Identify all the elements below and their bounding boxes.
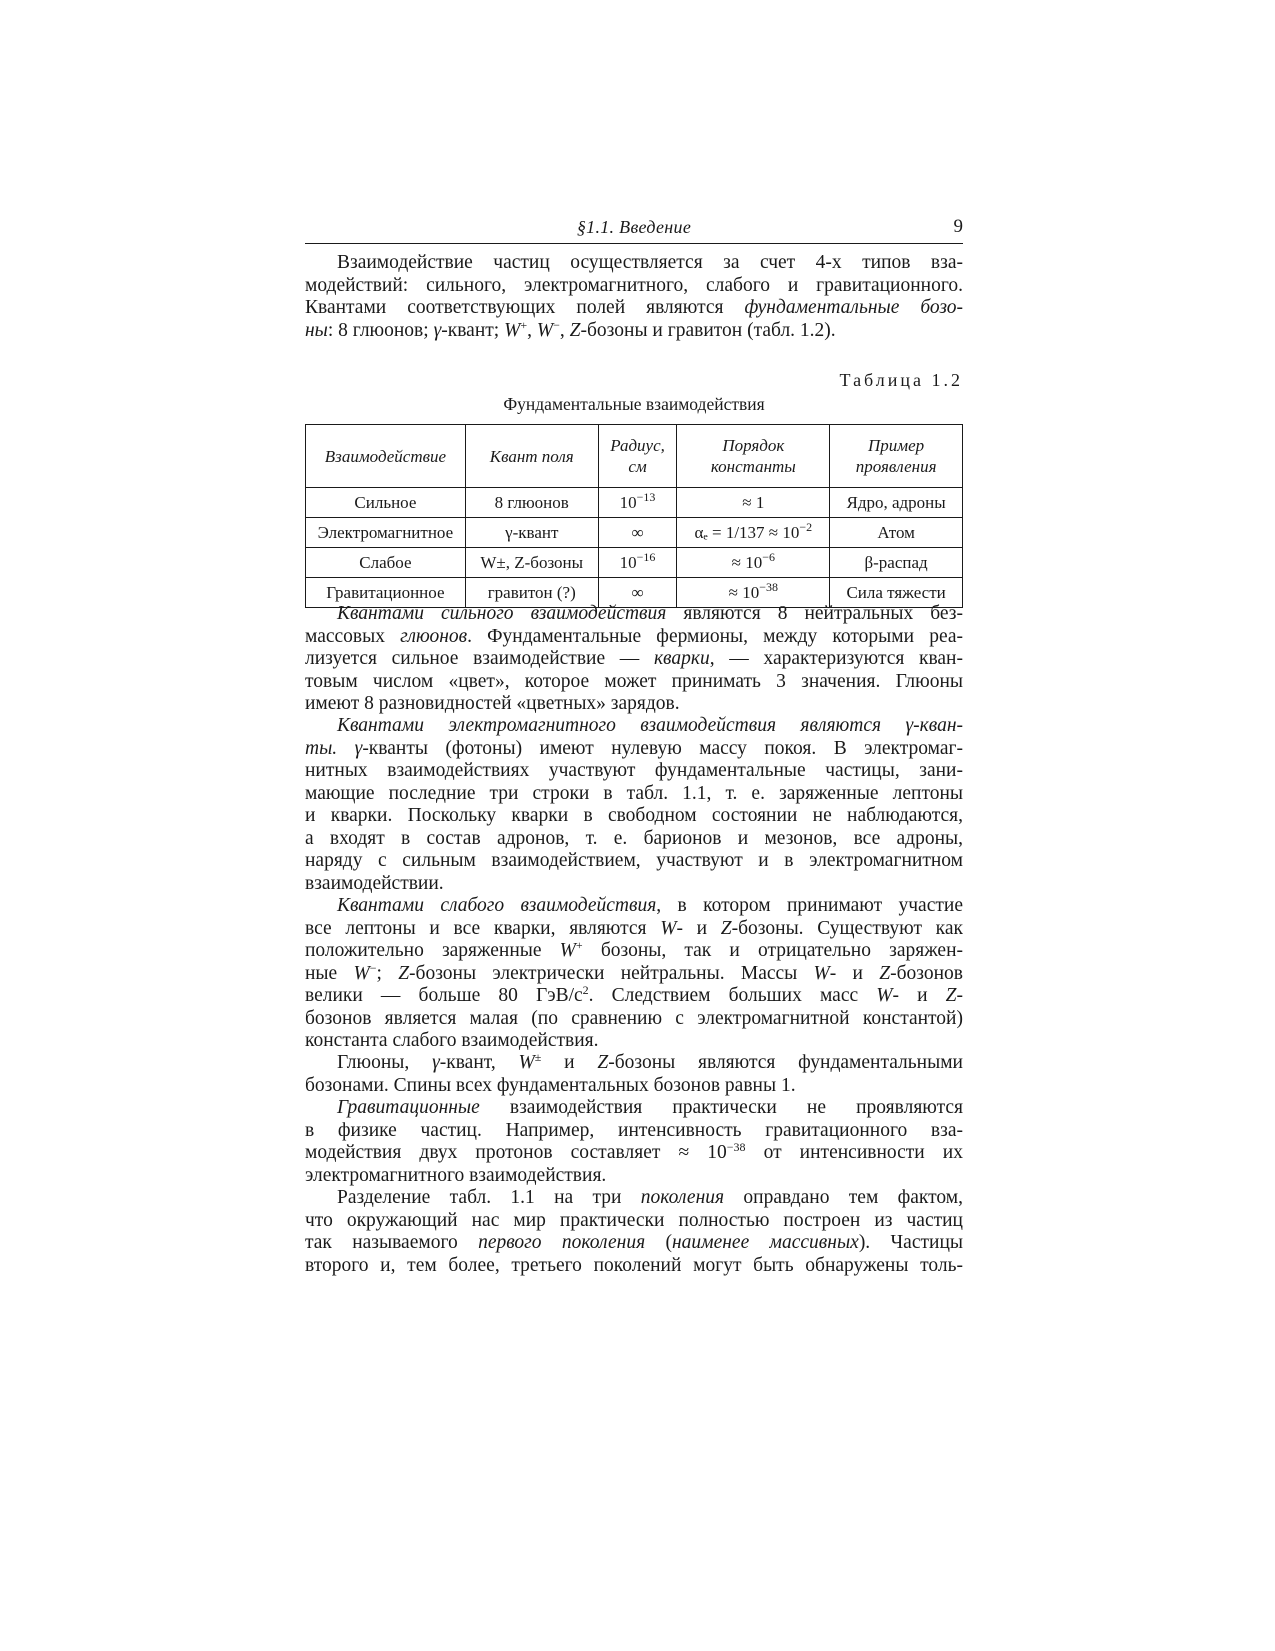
text-line: положительно заряженные W+ бозоны, так и отрицательно заряжен- <box>305 938 963 961</box>
text-line: константа слабого взаимодействия. <box>305 1030 599 1051</box>
table-header-row <box>306 425 963 488</box>
cell-example: Сила тяжести <box>830 578 963 608</box>
cell-interaction: Электромагнитное <box>306 518 466 548</box>
gluons-paragraph <box>305 1052 963 1097</box>
page-number: 9 <box>953 216 963 237</box>
text-line: Гравитационные взаимодействия практически не проявляются <box>337 1097 963 1118</box>
text-line: что окружающий нас мир практически полностью построен из частиц <box>305 1209 963 1231</box>
text-line: ны: 8 глюонов; γ-квант; W+, W−, Z-бозоны и гравитон (табл. 1.2). <box>305 317 836 341</box>
em-paragraph <box>305 715 963 895</box>
text-line: в физике частиц. Например, интенсивность гравитационного вза- <box>305 1119 963 1141</box>
cell-quantum: гравитон (?) <box>465 578 598 608</box>
cell-example: Ядро, адроны <box>830 488 963 518</box>
text-line: модействия двух протонов составляет ≈ $10^{-38}$ от интенсивности их <box>305 1140 963 1163</box>
text-line: Разделение табл. 1.1 на три поколения оправдано тем фактом, <box>337 1187 963 1208</box>
text-line: а входят в состав адронов, т. е. барионов и мезонов, все адроны, <box>305 827 963 849</box>
header-interaction: Взаимодействие <box>306 425 466 488</box>
generations-paragraph <box>305 1187 963 1277</box>
text-line: нитных взаимодействиях участвуют фундаментальные частицы, зани- <box>305 760 963 781</box>
text-line: Квантами сильного взаимодействия являются 8 нейтральных без- <box>337 603 963 624</box>
running-header <box>305 215 963 244</box>
grav-paragraph <box>305 1097 963 1187</box>
text-line: наряду с сильным взаимодействием, участвуют и в электромагнитном <box>305 850 963 871</box>
cell-order: ≈ $10^{-6}$ <box>677 548 830 578</box>
cell-quantum: 8 глюонов <box>465 488 598 518</box>
cell-radius: $10^{-13}$ <box>598 488 677 518</box>
strong-paragraph <box>305 603 963 716</box>
text-line: Взаимодействие частиц осуществляется за счет 4-х типов вза- <box>337 252 963 273</box>
table-caption: Фундаментальные взаимодействия <box>503 394 765 414</box>
text-line: Квантами электромагнитного взаимодействия являются γ-кван- <box>337 715 963 736</box>
cell-order: ≈ $10^{-38}$ <box>677 578 830 608</box>
cell-interaction: Гравитационное <box>306 578 466 608</box>
cell-interaction: Слабое <box>306 548 466 578</box>
weak-paragraph <box>305 895 963 1053</box>
text-line: бозонов является малая (по сравнению с электромагнитной константой) <box>305 1007 963 1029</box>
cell-example: β-распад <box>830 548 963 578</box>
table-label: Таблица 1.2 <box>839 370 963 390</box>
text-line: Квантами соответствующих полей являются фундаментальные бозо- <box>305 297 963 318</box>
cell-order: $\alpha_e = 1/137 \approx 10^{-2}$ <box>677 518 830 548</box>
table-row <box>306 548 963 578</box>
cell-radius: ∞ <box>598 578 677 608</box>
cell-quantum: γ-квант <box>465 518 598 548</box>
cell-order: ≈ 1 <box>677 488 830 518</box>
cell-radius: ∞ <box>598 518 677 548</box>
text-line: имеют 8 разновидностей «цветных» зарядов. <box>305 693 680 714</box>
text-line: модействий: сильного, электромагнитного, слабого и гравитационного. <box>305 274 963 296</box>
text-line: взаимодействии. <box>305 872 444 894</box>
intro-paragraph <box>305 252 963 342</box>
text-line: бозонами. Спины всех фундаментальных бозонов равны 1. <box>305 1074 796 1096</box>
cell-radius: $10^{-16}$ <box>598 548 677 578</box>
text-line: лизуется сильное взаимодействие — кварки, — характеризуются кван- <box>305 648 963 669</box>
text-line: товым числом «цвет», которое может принимать 3 значения. Глюоны <box>305 670 963 692</box>
cell-example: Атом <box>830 518 963 548</box>
text-line: велики — больше 80 ГэВ/$c^2$. Следствием больших масс W- и Z- <box>305 983 963 1006</box>
text-line: Глюоны, γ-квант, W± и Z-бозоны являются фундаментальными <box>337 1050 963 1073</box>
text-line: электромагнитного взаимодействия. <box>305 1164 607 1186</box>
text-line: и кварки. Поскольку кварки в свободном состоянии не наблюдаются, <box>305 805 963 826</box>
text-line: ты. γ-кванты (фотоны) имеют нулевую массу покоя. В электромаг- <box>305 737 964 759</box>
cell-quantum: W±, Z-бозоны <box>465 548 598 578</box>
text-line: Квантами слабого взаимодействия, в котором принимают участие <box>337 895 963 916</box>
text-line: массовых глюонов. Фундаментальные фермионы, между которыми реа- <box>305 625 964 647</box>
header-example: Пример проявления <box>830 425 963 488</box>
interactions-table <box>305 424 963 608</box>
header-order: Порядок константы <box>677 425 830 488</box>
table-row <box>306 488 963 518</box>
text-line: мающие последние три строки в табл. 1.1, т. е. заряженные лептоны <box>305 782 963 804</box>
header-radius: Радиус, см <box>598 425 677 488</box>
header-quantum: Квант поля <box>465 425 598 488</box>
text-line: второго и, тем более, третьего поколений могут быть обнаружены толь- <box>305 1254 963 1276</box>
table-row <box>306 518 963 548</box>
text-line: все лептоны и все кварки, являются W- и Z-бозоны. Существуют как <box>305 917 963 939</box>
text-line: так называемого первого поколения (наименее массивных). Частицы <box>305 1232 963 1253</box>
running-title: §1.1. Введение <box>576 217 692 237</box>
text-line: ные W−; Z-бозоны электрически нейтральны. Массы W- и Z-бозонов <box>305 960 964 984</box>
cell-interaction: Сильное <box>306 488 466 518</box>
